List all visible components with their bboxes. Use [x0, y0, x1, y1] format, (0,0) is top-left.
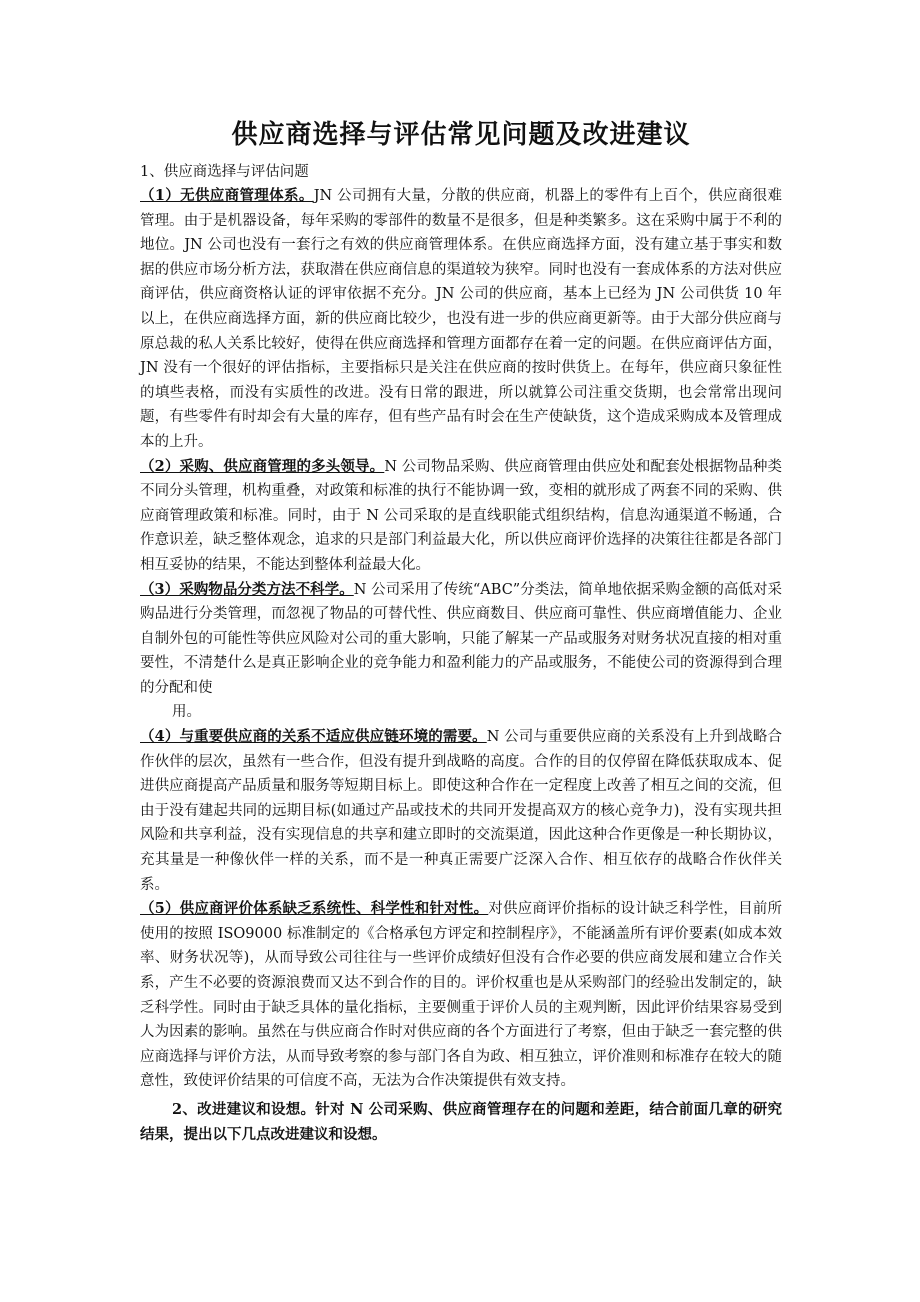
item-paragraph-4	[140, 725, 782, 897]
item-body-5: 对供应商评价指标的设计缺乏科学性，目前所使用的按照 ISO9000 标准制定的《合格承包方评定和控制程序》，不能涵盖所有评价要素(如成本效率、财务状况等)，从而导致公司往往与一些评价成绩好但没有合作必要的供应商发展和建立合作关系，产生不必要的资源浪费而又达不到合作的目的。评价权重也是从采购部门的经验出发制定的，缺乏科学性。同时由于缺乏具体的量化指标，主要侧重于评价人员的主观判断，因此评价结果容易受到人为因素的影响。虽然在与供应商合作时对供应商的各个方面进行了考察，但由于缺乏一套完整的供应商选择与评价方法，从而导致考察的参与部门各自为政、相互独立，评价准则和标准存在较大的随意性，致使评价结果的可信度不高，无法为合作决策提供有效支持。	[140, 901, 782, 1090]
item-body-1: JN 公司拥有大量，分散的供应商，机器上的零件有上百个，供应商很难管理。由于是机器设备，每年采购的零部件的数量不是很多，但是种类繁多。这在采购中属于不利的地位。JN 公司也没有一套行之有效的供应商管理体系。在供应商选择方面，没有建立基于事实和数据的供应市场分析方法，获取潜在供应商信息的渠道较为狭窄。同时也没有一套成体系的方法对供应商评估，供应商资格认证的评审依据不充分。JN 公司的供应商，基本上已经为 JN 公司供货 10 年以上，在供应商选择方面，新的供应商比较少，也没有进一步的供应商更新等。由于大部分供应商与原总裁的私人关系比较好，使得在供应商选择和管理方面都存在着一定的问题。在供应商评估方面，JN 没有一个很好的评估指标，主要指标只是关注在供应商的按时供货上。在每年，供应商只象征性的填些表格，而没有实质性的改进。没有日常的跟进，所以就算公司注重交货期，也会常常出现问题，有些零件有时却会有大量的库存，但有些产品有时会在生产使缺货，这个造成采购成本及管理成本的上升。	[140, 188, 783, 450]
section-heading-1: 1、供应商选择与评估问题	[140, 164, 309, 180]
document-title: 供应商选择与评估常见问题及改进建议	[231, 120, 691, 150]
item-heading-3: （3）采购物品分类方法不科学。	[140, 580, 354, 598]
section-heading-2: 2、改进建议和设想。针对 N 公司采购、供应商管理存在的问题和差距，结合前面几章的研究结果，提出以下几点改进建议和设想。	[140, 1100, 782, 1143]
item-heading-1: （1）无供应商管理体系。	[140, 187, 314, 204]
item-tail-3: 用。	[172, 704, 201, 721]
item-paragraph-3	[140, 578, 782, 701]
item-body-3: N 公司采用了传统“ABC”分类法，简单地依据采购金额的高低对采购品进行分类管理，而忽视了物品的可替代性、供应商数目、供应商可靠性、供应商增值能力、企业自制外包的可能性等供应风险对公司的重大影响，只能了解某一产品或服务对财务状况直接的相对重要性，不清楚什么是真正影响企业的竞争能力和盈利能力的产品或服务，不能使公司的资源得到合理的分配和使	[140, 581, 782, 696]
item-paragraph-2	[140, 455, 782, 578]
item-paragraph-1	[140, 184, 782, 455]
item-body-4: N 公司与重要供应商的关系没有上升到战略合作伙伴的层次，虽然有一些合作，但没有提升到战略的高度。合作的目的仅停留在降低获取成本、促进供应商提高产品质量和服务等短期目标上。即使这种合作在一定程度上改善了相互之间的交流，但由于没有建起共同的远期目标(如通过产品或技术的共同开发提高双方的核心竞争力)，没有实现共担风险和共享利益，没有实现信息的共享和建立即时的交流渠道，因此这种合作更像是一种长期协议，充其量是一种像伙伴一样的关系，而不是一种真正需要广泛深入合作、相互依存的战略合作伙伴关系。	[140, 729, 782, 893]
item-paragraph-5	[140, 897, 782, 1094]
item-body-2: N 公司物品采购、供应商管理由供应处和配套处根据物品种类不同分头管理，机构重叠，对政策和标准的执行不能协调一致，变相的就形成了两套不同的采购、供应商管理政策和标准。同时，由于 N 公司采取的是直线职能式组织结构，信息沟通渠道不畅通，合作意识差，缺乏整体观念，追求的只是部门利益最大化，所以供应商评价选择的决策往往都是各部门相互妥协的结果，不能达到整体利益最大化。	[140, 458, 782, 573]
item-heading-2: （2）采购、供应商管理的多头领导。	[140, 457, 385, 475]
item-heading-4: （4）与重要供应商的关系不适应供应链环境的需要。	[140, 728, 487, 746]
item-heading-5: （5）供应商评价体系缺乏系统性、科学性和针对性。	[140, 900, 489, 918]
